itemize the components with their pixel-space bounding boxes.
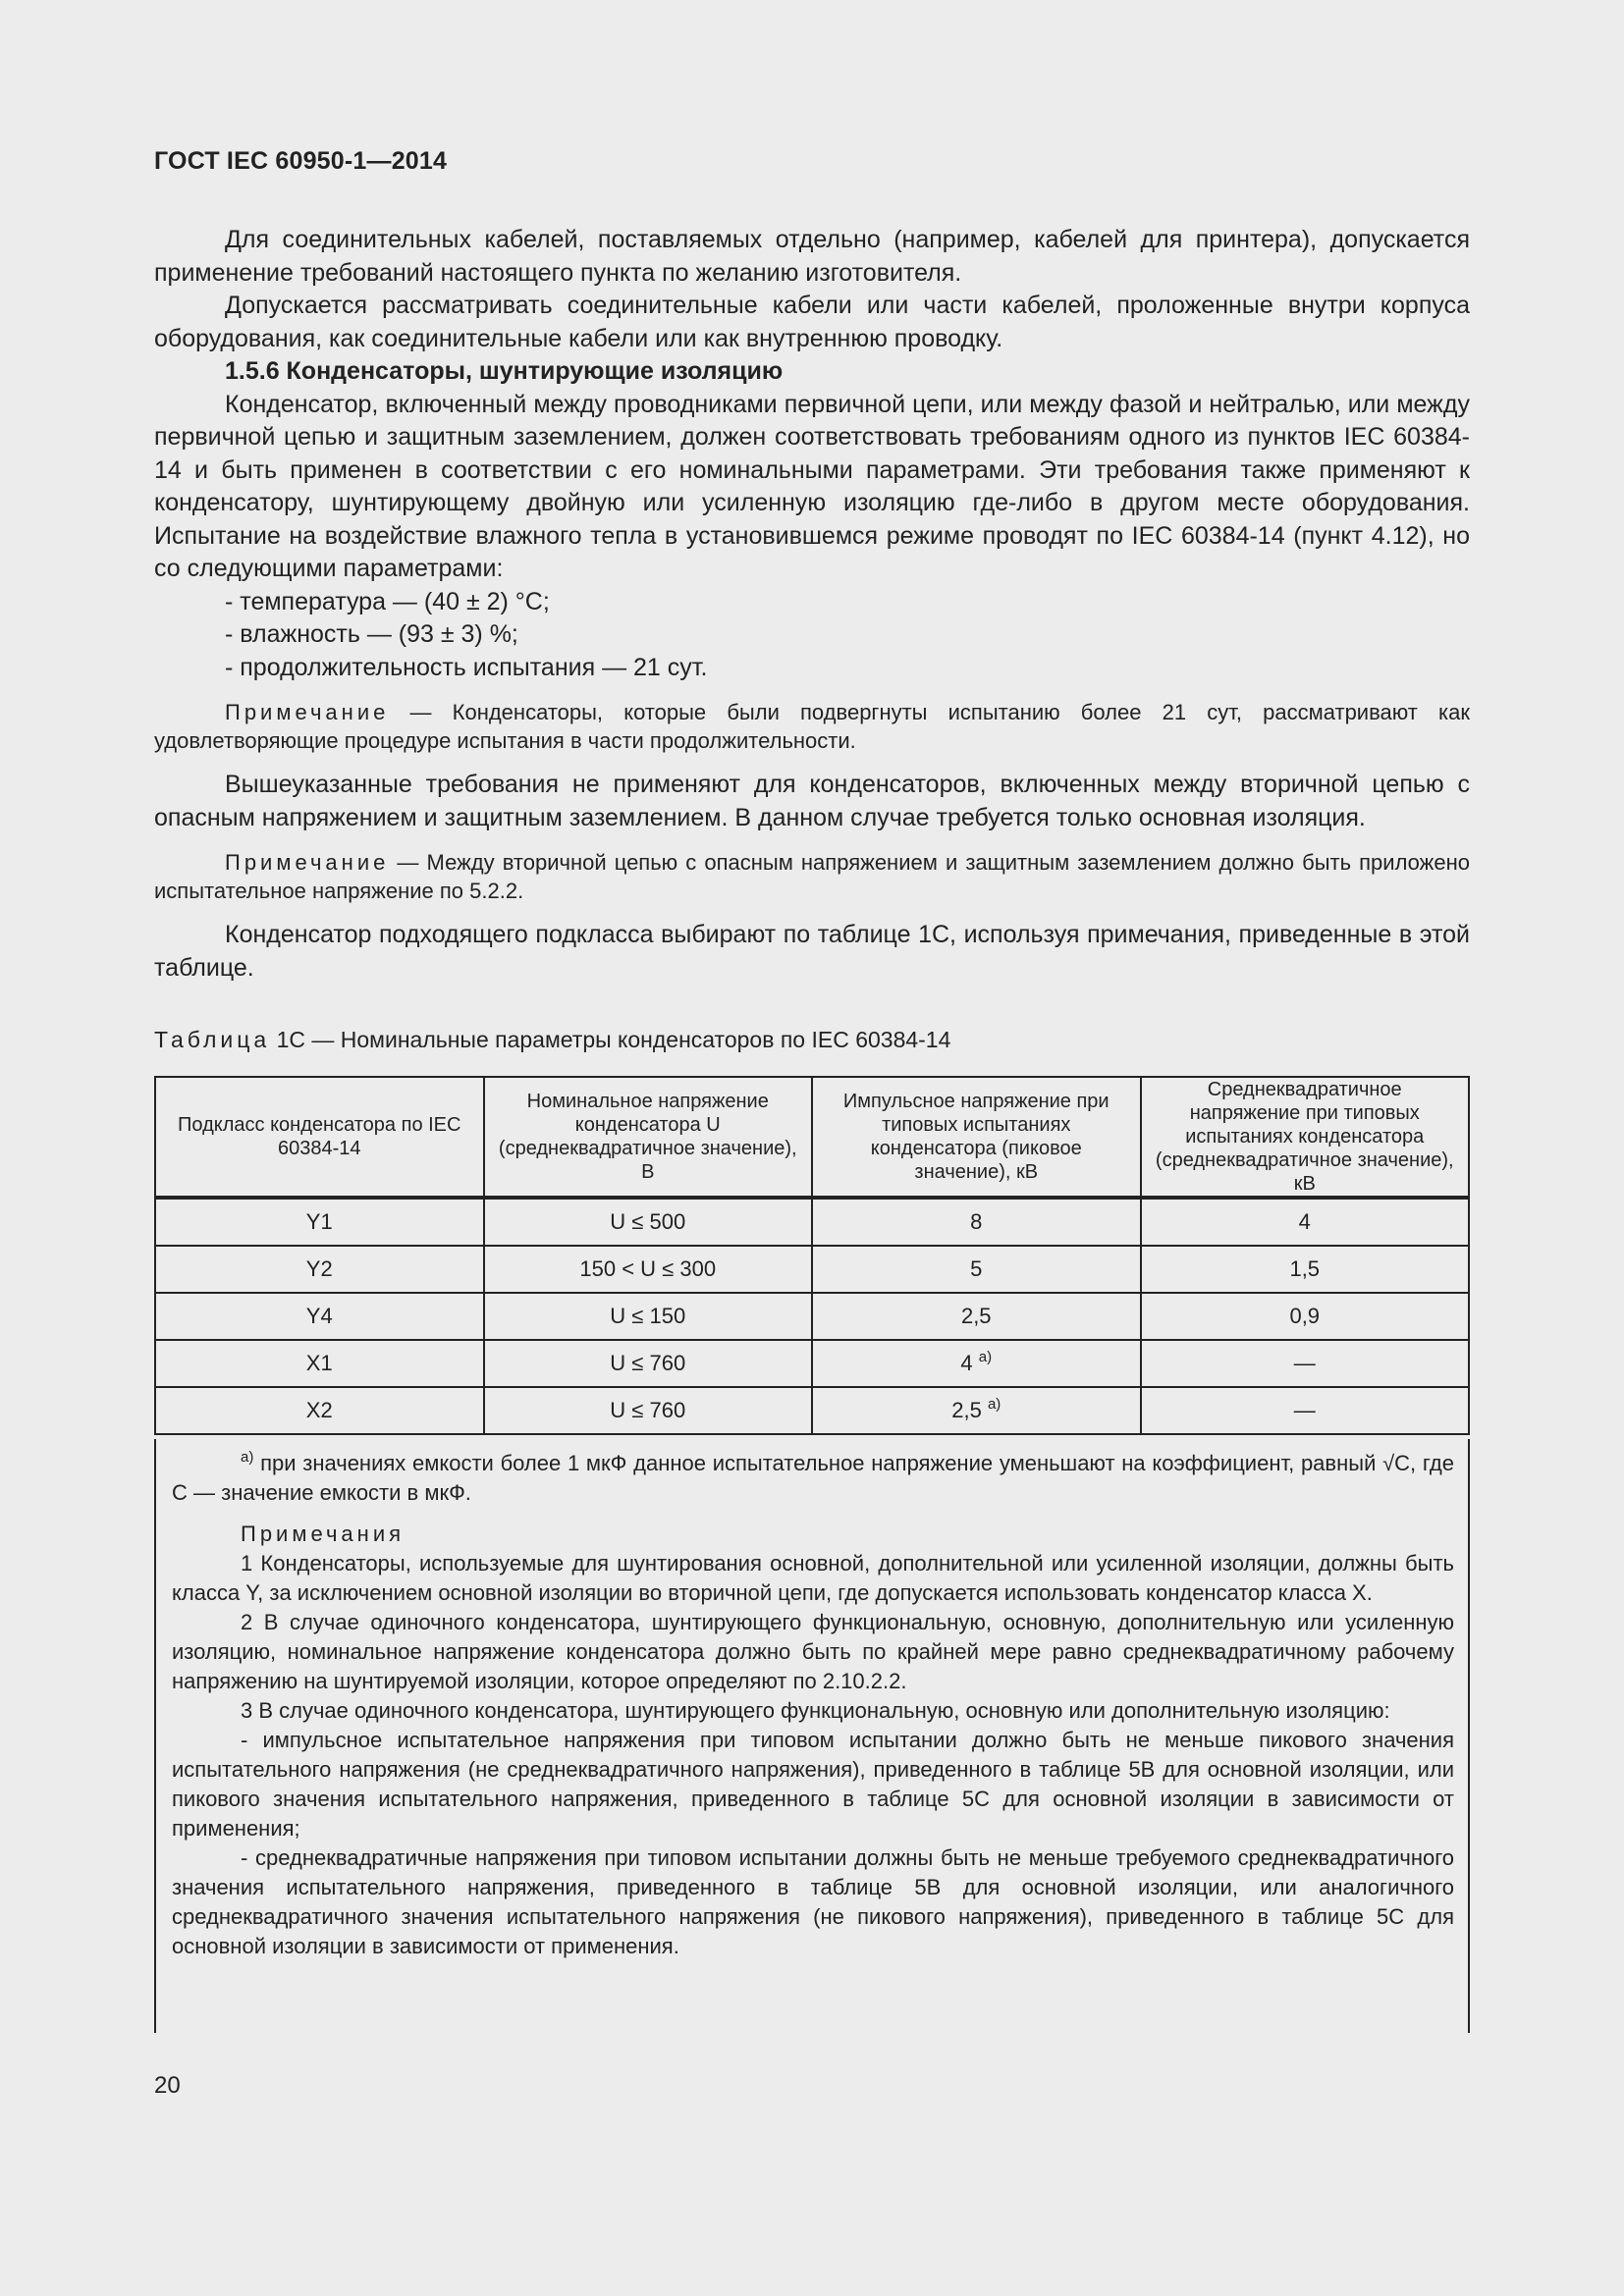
table-note-3: 3 В случае одиночного конденсатора, шунтирующего функциональную, основную или дополнительную изоляцию: [241, 1698, 1390, 1723]
note-label: Примечание [225, 700, 390, 724]
table-footnotes [154, 1439, 1470, 2033]
note-test-voltage [154, 848, 1470, 905]
table-caption-text: 1С — Номинальные параметры конденсаторов по IEC 60384-14 [270, 1027, 951, 1052]
note-label: Примечание [225, 850, 390, 875]
table-row [155, 1246, 1469, 1293]
table-row [155, 1293, 1469, 1340]
header-rated-voltage: Номинальное напряжение конденсатора U (среднеквадратичное значение), В [484, 1077, 813, 1198]
footnote-mark: а) [241, 1449, 254, 1466]
list-item: - температура — (40 ± 2) °С; [225, 587, 550, 615]
cell-impulse-voltage [812, 1340, 1141, 1387]
cell-rms-voltage: 0,9 [1141, 1293, 1470, 1340]
table-caption [154, 1027, 950, 1053]
cell-subclass: Y2 [155, 1246, 484, 1293]
table-note-3-item-rms: - среднеквадратичные напряжения при типовом испытании должны быть не меньше требуемого среднеквадратичного значения испытательного напряжения, приведенного в таблице 5В для основной изоляции, или аналогичного среднеквадратичного значения испытательного напряжения (не пикового напряжения), приведенного в таблице 5С для основной изоляции в зависимости от применения. [172, 1845, 1454, 1958]
cell-impulse-voltage [812, 1246, 1141, 1293]
cell-value: 4 [960, 1351, 973, 1375]
cell-impulse-voltage [812, 1387, 1141, 1434]
paragraph-cables-internal: Допускается рассматривать соединительные кабели или части кабелей, проложенные внутри корпуса оборудования, как соединительные кабели или как внутреннюю проводку. [154, 292, 1470, 352]
cell-subclass: Y1 [155, 1198, 484, 1246]
table-note-2: 2 В случае одиночного конденсатора, шунтирующего функциональную, основную, дополнительную или усиленную изоляцию, номинальное напряжение конденсатора должно быть по крайней мере равно среднеквадратичному рабочему напряжению на шунтируемой изоляции, которое определяют по 2.10.2.2. [172, 1610, 1454, 1693]
cell-value: 8 [970, 1209, 983, 1234]
cell-impulse-voltage [812, 1293, 1141, 1340]
footnote-ref: а) [987, 1396, 1001, 1413]
main-text [154, 224, 1470, 985]
notes-label: Примечания [241, 1522, 406, 1546]
table-note-3-item-impulse: - импульсное испытательное напряжения при типовом испытании должно быть не меньше пикового значения испытательного напряжения (не среднеквадратичного напряжения), приведенного в таблице 5В для основной изоляции, или пикового значения испытательного напряжения, приведенного в таблице 5С для основной изоляции в зависимости от применения; [172, 1728, 1454, 1841]
test-parameters-list [154, 586, 1470, 685]
cell-rated-voltage: U ≤ 760 [484, 1340, 813, 1387]
cell-impulse-voltage [812, 1198, 1141, 1246]
page-number: 20 [154, 2072, 181, 2099]
page-header: ГОСТ IEC 60950-1—2014 [154, 147, 448, 175]
footnote-ref: а) [978, 1349, 993, 1365]
cell-value: 2,5 [960, 1304, 992, 1328]
table-row [155, 1198, 1469, 1246]
cell-value: 5 [970, 1256, 983, 1281]
cell-rms-voltage: 4 [1141, 1198, 1470, 1246]
section-heading: 1.5.6 Конденсаторы, шунтирующие изоляцию [225, 357, 784, 385]
table-header-row [155, 1077, 1469, 1198]
capacitor-ratings-table [154, 1076, 1470, 1435]
cell-value: 2,5 [951, 1398, 982, 1422]
footnote-text: при значениях емкости более 1 мкФ данное испытательное напряжение уменьшают на коэффициент, равный √С, где С — значение емкости в мкФ. [172, 1451, 1454, 1505]
paragraph-secondary-circuit: Вышеуказанные требования не применяют для конденсаторов, включенных между вторичной цепью с опасным напряжением и защитным заземлением. В данном случае требуется только основная изоляция. [154, 771, 1470, 831]
cell-rms-voltage: — [1141, 1387, 1470, 1434]
paragraph-table-reference: Конденсатор подходящего подкласса выбирают по таблице 1С, используя примечания, приведенные в этой таблице. [154, 921, 1470, 982]
table-note-1: 1 Конденсаторы, используемые для шунтирования основной, дополнительной или усиленной изоляции, должны быть класса Y, за исключением основной изоляции во вторичной цепи, где допускается использовать конденсатор класса X. [172, 1551, 1454, 1605]
list-item: - продолжительность испытания — 21 сут. [225, 653, 708, 681]
cell-rms-voltage: — [1141, 1340, 1470, 1387]
paragraph-capacitor-requirements: Конденсатор, включенный между проводниками первичной цепи, или между фазой и нейтралью, или между первичной цепью и защитным заземлением, должен соответствовать требованиям одного из пунктов IEC 60384-14 и быть применен в соответствии с его номинальными параметрами. Эти требования также применяют к конденсатору, шунтирующему двойную или усиленную изоляцию где-либо в другом месте оборудования. Испытание на воздействие влажного тепла в установившемся режиме проводят по IEC 60384-14 (пункт 4.12), но со следующими параметрами: [154, 390, 1470, 582]
note-duration [154, 698, 1470, 755]
cell-rated-voltage: 150 < U ≤ 300 [484, 1246, 813, 1293]
cell-subclass: X1 [155, 1340, 484, 1387]
header-impulse-voltage: Импульсное напряжение при типовых испытаниях конденсатора (пиковое значение), кВ [812, 1077, 1141, 1198]
cell-subclass: X2 [155, 1387, 484, 1434]
header-rms-voltage: Среднеквадратичное напряжение при типовых испытаниях конденсатора (среднеквадратичное значение), кВ [1141, 1077, 1470, 1198]
list-item: - влажность — (93 ± 3) %; [225, 620, 518, 648]
table-caption-label: Таблица [154, 1027, 271, 1052]
header-subclass: Подкласс конденсатора по IEC 60384-14 [155, 1077, 484, 1198]
paragraph-cables-separate: Для соединительных кабелей, поставляемых отдельно (например, кабелей для принтера), допускается применение требований настоящего пункта по желанию изготовителя. [154, 226, 1470, 287]
cell-subclass: Y4 [155, 1293, 484, 1340]
note-text: — Между вторичной цепью с опасным напряжением и защитным заземлением должно быть приложено испытательное напряжение по 5.2.2. [154, 850, 1470, 903]
cell-rated-voltage: U ≤ 150 [484, 1293, 813, 1340]
table-row [155, 1387, 1469, 1434]
cell-rated-voltage: U ≤ 500 [484, 1198, 813, 1246]
cell-rated-voltage: U ≤ 760 [484, 1387, 813, 1434]
table-row [155, 1340, 1469, 1387]
cell-rms-voltage: 1,5 [1141, 1246, 1470, 1293]
note-text: — Конденсаторы, которые были подвергнуты испытанию более 21 сут, рассматривают как удовлетворяющие процедуре испытания в части продолжительности. [154, 700, 1470, 753]
footnote-a [172, 1449, 1454, 1508]
